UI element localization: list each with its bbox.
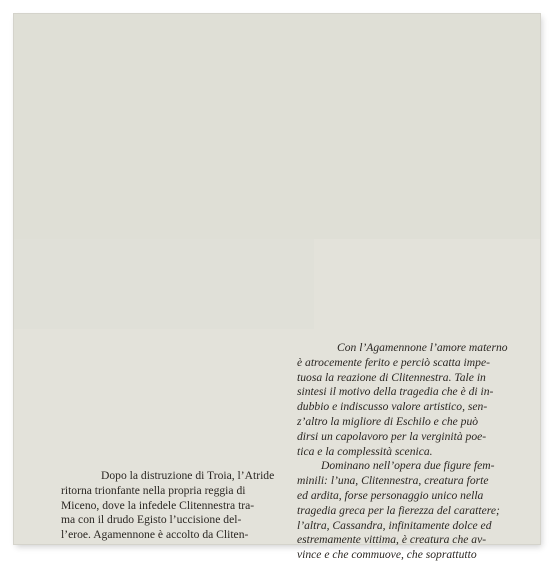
text-line: vince e che commuove, che soprattutto (297, 548, 477, 562)
text-line: ed ardita, forse personaggio unico nella (297, 488, 484, 502)
left-text-column (61, 469, 303, 543)
text-line: Miceno, dove la infedele Clitennestra tra- (61, 498, 255, 512)
text-line: l’eroe. Agamennone è accolto da Cliten- (61, 528, 249, 542)
text-line: tica e la complessità scenica. (297, 444, 433, 458)
text-line: l’altra, Cassandra, infinitamente dolce ed (297, 518, 492, 532)
faded-image-area-lower (14, 239, 314, 329)
text-line: minili: l’una, Clitennestra, creatura forte (297, 474, 489, 488)
text-line: estremamente vittima, è creatura che av- (297, 533, 487, 547)
text-line: dubbio e indiscusso valore artistico, sen- (297, 400, 488, 414)
text-line: è atrocemente ferito e perciò scatta impe- (297, 355, 490, 369)
text-line: Con l’Agamennone l’amore materno (337, 341, 508, 354)
text-line: ritorna trionfante nella propria reggia di (61, 483, 246, 497)
scanned-page (14, 14, 540, 562)
text-line: Dominano nell’opera due figure fem- (321, 459, 495, 473)
text-line: ma con il drudo Egisto l’uccisione del- (61, 513, 242, 527)
text-line: Dopo la distruzione di Troia, l’Atride (101, 469, 275, 482)
text-line: sintesi il motivo della tragedia che è di in- (297, 385, 494, 399)
text-line: tragedia greca per la fierezza del carattere; (297, 503, 500, 517)
text-line: z’altro la migliore di Eschilo e che può (297, 414, 479, 428)
faded-image-area (14, 14, 540, 239)
text-line: tuosa la reazione di Clitennestra. Tale in (297, 370, 486, 384)
text-line: dirsi un capolavoro per la verginità poe- (297, 429, 487, 443)
right-text-column (297, 341, 533, 563)
